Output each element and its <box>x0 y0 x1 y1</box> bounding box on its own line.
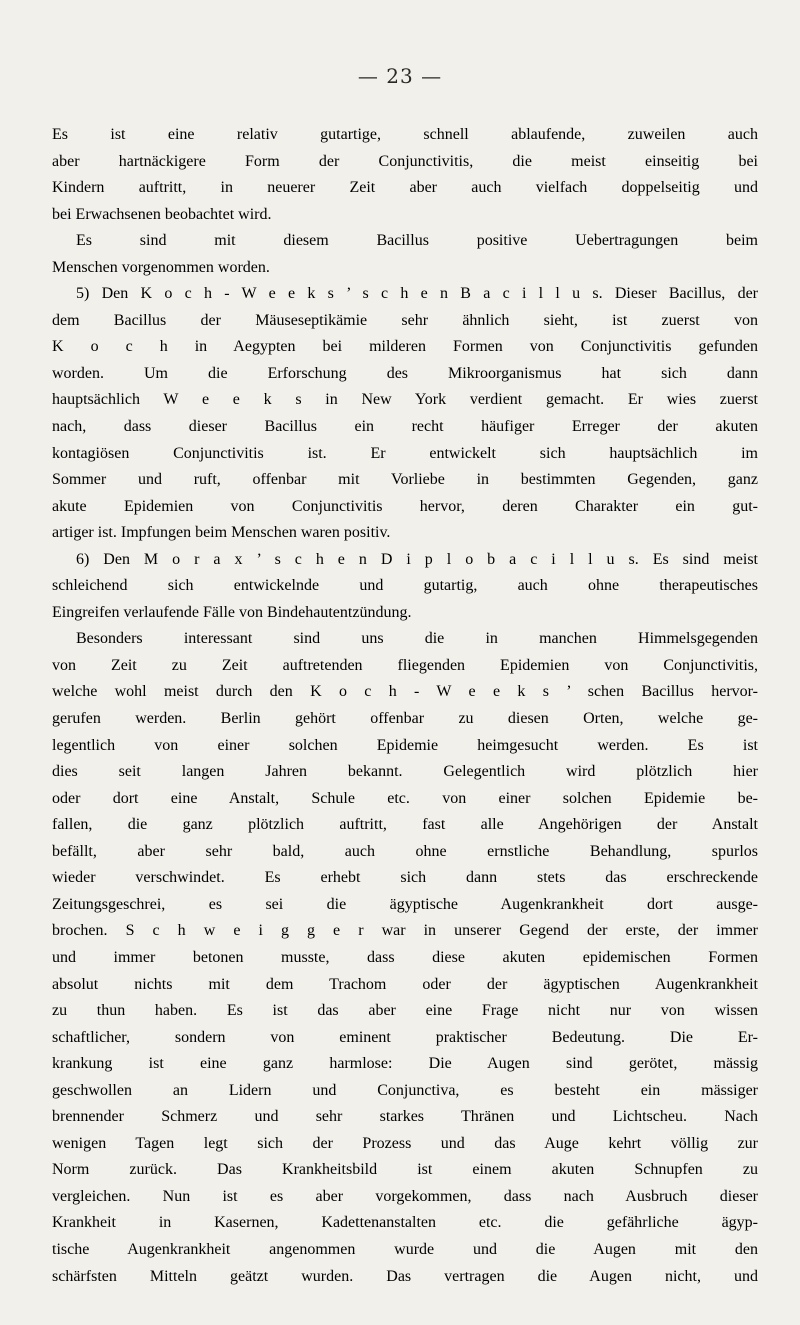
text-line: Zeitungsgeschrei, es sei die ägyptische Augenkrankheit dort ausge- <box>52 895 758 913</box>
text-line: aber hartnäckigere Form der Conjunctivitis, die meist einseitig bei <box>52 152 758 170</box>
text-line: Kindern auftritt, in neuerer Zeit aber auch vielfach doppelseitig und <box>52 179 758 197</box>
text-line: krankung ist eine ganz harmlose: Die Augen sind gerötet, mässig <box>52 1055 758 1073</box>
text-line: geschwollen an Lidern und Conjunctiva, es besteht ein mässiger <box>52 1081 758 1099</box>
text-line: dies seit langen Jahren bekannt. Gelegentlich wird plötzlich hier <box>52 763 758 781</box>
text-line: Menschen vorgenommen worden. <box>52 258 270 276</box>
text-line: akute Epidemien von Conjunctivitis hervor, deren Charakter ein gut- <box>52 497 758 515</box>
page-body <box>52 122 758 1290</box>
text-line: artiger ist. Impfungen beim Menschen waren positiv. <box>52 524 391 542</box>
text-line: absolut nichts mit dem Trachom oder der ägyptischen Augenkrankheit <box>52 975 758 993</box>
text-line: Krankheit in Kasernen, Kadettenanstalten etc. die gefährliche ägyp- <box>52 1214 758 1232</box>
text-line: Besonders interessant sind uns die in manchen Himmelsgegenden <box>76 630 758 648</box>
text-line: zu thun haben. Es ist das aber eine Frage nicht nur von wissen <box>52 1002 758 1020</box>
text-line: kontagiösen Conjunctivitis ist. Er entwickelt sich hauptsächlich im <box>52 444 758 462</box>
paragraph-3 <box>52 281 758 546</box>
text-line: Es sind mit diesem Bacillus positive Uebertragungen beim <box>76 232 758 250</box>
text-line: Sommer und ruft, offenbar mit Vorliebe in bestimmten Gegenden, ganz <box>52 471 758 489</box>
text-line: wieder verschwindet. Es erhebt sich dann stets das erschreckende <box>52 869 758 887</box>
text-line: brennender Schmerz und sehr starkes Thränen und Lichtscheu. Nach <box>52 1108 758 1126</box>
text-line: wenigen Tagen legt sich der Prozess und das Auge kehrt völlig zur <box>52 1134 758 1152</box>
text-line: tische Augenkrankheit angenommen wurde und die Augen mit den <box>52 1240 758 1258</box>
text-line: Es ist eine relativ gutartige, schnell ablaufende, zuweilen auch <box>52 126 758 143</box>
text-line: gerufen werden. Berlin gehört offenbar zu diesen Orten, welche ge- <box>52 710 758 728</box>
text-line: schärfsten Mitteln geätzt wurden. Das vertragen die Augen nicht, und <box>52 1267 758 1285</box>
text-line: welche wohl meist durch den K o c h - W e e k s ’ schen Bacillus hervor- <box>52 683 758 701</box>
text-line: befällt, aber sehr bald, auch ohne ernstliche Behandlung, spurlos <box>52 842 758 860</box>
text-line: legentlich von einer solchen Epidemie heimgesucht werden. Es ist <box>52 736 758 754</box>
text-line: Norm zurück. Das Krankheitsbild ist einem akuten Schnupfen zu <box>52 1161 758 1179</box>
paragraph-5 <box>52 626 758 1290</box>
paragraph-2 <box>52 228 758 281</box>
text-line: bei Erwachsenen beobachtet wird. <box>52 205 272 223</box>
text-line: oder dort eine Anstalt, Schule etc. von einer solchen Epidemie be- <box>52 789 758 807</box>
text-line: schleichend sich entwickelnde und gutartig, auch ohne therapeutisches <box>52 577 758 595</box>
paragraph-1 <box>52 122 758 228</box>
text-line: brochen. S c h w e i g g e r war in unserer Gegend der erste, der immer <box>52 922 758 940</box>
text-line: Eingreifen verlaufende Fälle von Bindehautentzündung. <box>52 603 412 621</box>
text-line: K o c h in Aegypten bei milderen Formen von Conjunctivitis gefunden <box>52 338 758 356</box>
text-line: worden. Um die Erforschung des Mikroorganismus hat sich dann <box>52 364 758 382</box>
text-line: von Zeit zu Zeit auftretenden fliegenden Epidemien von Conjunctivitis, <box>52 656 758 674</box>
text-line: schaftlicher, sondern von eminent praktischer Bedeutung. Die Er- <box>52 1028 758 1046</box>
text-line: hauptsächlich W e e k s in New York verdient gemacht. Er wies zuerst <box>52 391 758 409</box>
text-line: 5) Den K o c h - W e e k s ’ s c h e n B a c i l l u s. Dieser Bacillus, der <box>76 285 758 303</box>
paragraph-4 <box>52 547 758 627</box>
text-line: vergleichen. Nun ist es aber vorgekommen, dass nach Ausbruch dieser <box>52 1187 758 1205</box>
text-line: nach, dass dieser Bacillus ein recht häufiger Erreger der akuten <box>52 418 758 436</box>
page-number: — 23 — <box>357 64 443 88</box>
text-line: 6) Den M o r a x ’ s c h e n D i p l o b a c i l l u s. Es sind meist <box>76 550 758 568</box>
text-line: dem Bacillus der Mäuseseptikämie sehr ähnlich sieht, ist zuerst von <box>52 311 758 329</box>
text-line: und immer betonen musste, dass diese akuten epidemischen Formen <box>52 948 758 966</box>
text-line: fallen, die ganz plötzlich auftritt, fast alle Angehörigen der Anstalt <box>52 816 758 834</box>
